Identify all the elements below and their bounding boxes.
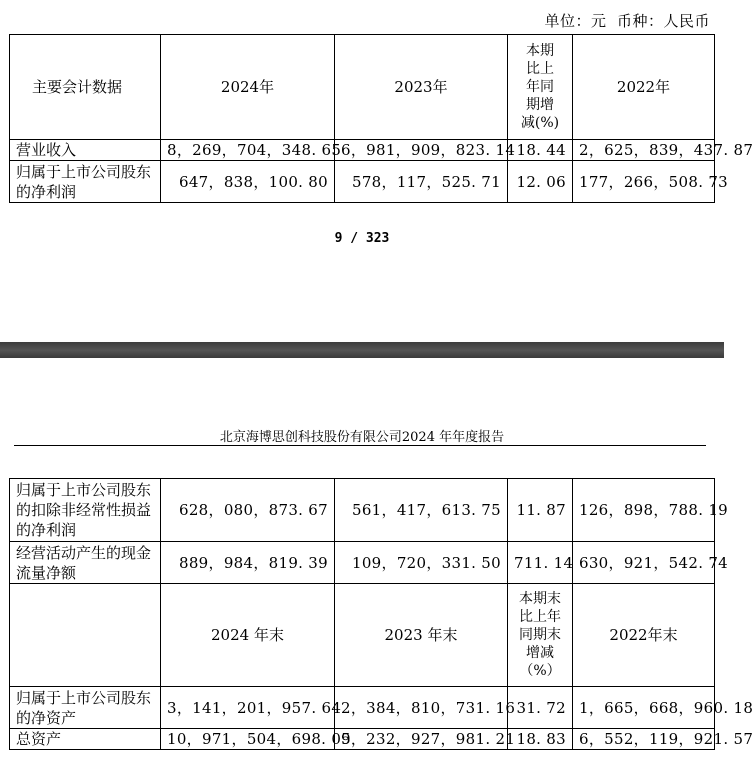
- cell-2022: 177，266，508. 73: [573, 161, 715, 203]
- row-label: 归属于上市公司股东的净资产: [10, 687, 161, 729]
- header-change-pct: 本期 比上 年同 期增 减(%): [508, 35, 573, 140]
- cell-2022: 1，665，668，960. 18: [573, 687, 715, 729]
- cell-2022: 6，552，119，921. 57: [573, 729, 715, 750]
- page-9: [0, 0, 753, 342]
- table-row: [10, 479, 715, 542]
- cell-2023: 6，981，909，823. 14: [335, 140, 508, 161]
- cell-2023: 9，232，927，981. 21: [335, 729, 508, 750]
- header-2024: 2024年: [161, 35, 335, 140]
- cell-2024: 3，141，201，957. 64: [161, 687, 335, 729]
- key-accounting-data-table: [9, 34, 753, 203]
- cell-change: 711. 14: [508, 542, 573, 584]
- cell-2023: 578，117，525. 71: [335, 161, 508, 203]
- page-number: 9 / 323: [334, 231, 390, 246]
- key-accounting-data-table-continued: [9, 478, 753, 750]
- cell-2023: 109，720，331. 50: [335, 542, 508, 584]
- cell-2024: 647，838，100. 80: [161, 161, 335, 203]
- header-change-pct: 本期末 比上年 同期末 增减 （%）: [508, 584, 573, 687]
- header-2022-end: 2022年末: [573, 584, 715, 687]
- cell-2024: 889，984，819. 39: [161, 542, 335, 584]
- cell-change: 18. 44: [508, 140, 573, 161]
- cell-change: 11. 87: [508, 479, 573, 542]
- table-row: [10, 140, 715, 161]
- table-row: [10, 729, 715, 750]
- table-header-row: [10, 35, 715, 140]
- cell-2024: 628，080，873. 67: [161, 479, 335, 542]
- cell-2022: 126，898，788. 19: [573, 479, 715, 542]
- cell-2023: 561，417，613. 75: [335, 479, 508, 542]
- header-main-data: 主要会计数据: [10, 35, 161, 140]
- report-header-title: 北京海博思创科技股份有限公司2024 年年度报告: [219, 430, 505, 445]
- table-header-row: [10, 584, 715, 687]
- cell-2024: 8，269，704，348. 65: [161, 140, 335, 161]
- row-label: 经营活动产生的现金流量净额: [10, 542, 161, 584]
- row-label: 归属于上市公司股东的净利润: [10, 161, 161, 203]
- row-label: 总资产: [10, 729, 161, 750]
- row-label: 归属于上市公司股东的扣除非经常性损益的净利润: [10, 479, 161, 542]
- cell-change: 18. 83: [508, 729, 573, 750]
- header-blank: [10, 584, 161, 687]
- page-10: [0, 358, 753, 762]
- header-rule: [14, 445, 706, 446]
- row-label: 营业收入: [10, 140, 161, 161]
- cell-change: 12. 06: [508, 161, 573, 203]
- header-2022: 2022年: [573, 35, 715, 140]
- cell-2022: 630，921，542. 74: [573, 542, 715, 584]
- header-2023-end: 2023 年末: [335, 584, 508, 687]
- cell-2023: 2，384，810，731. 16: [335, 687, 508, 729]
- page-divider: [0, 342, 724, 358]
- table-row: [10, 161, 715, 203]
- unit-currency-note: 单位：元 币种：人民币: [544, 12, 710, 30]
- cell-2024: 10，971，504，698. 05: [161, 729, 335, 750]
- header-2023: 2023年: [335, 35, 508, 140]
- cell-change: 31. 72: [508, 687, 573, 729]
- table-row: [10, 542, 715, 584]
- cell-2022: 2，625，839，437. 87: [573, 140, 715, 161]
- header-2024-end: 2024 年末: [161, 584, 335, 687]
- table-row: [10, 687, 715, 729]
